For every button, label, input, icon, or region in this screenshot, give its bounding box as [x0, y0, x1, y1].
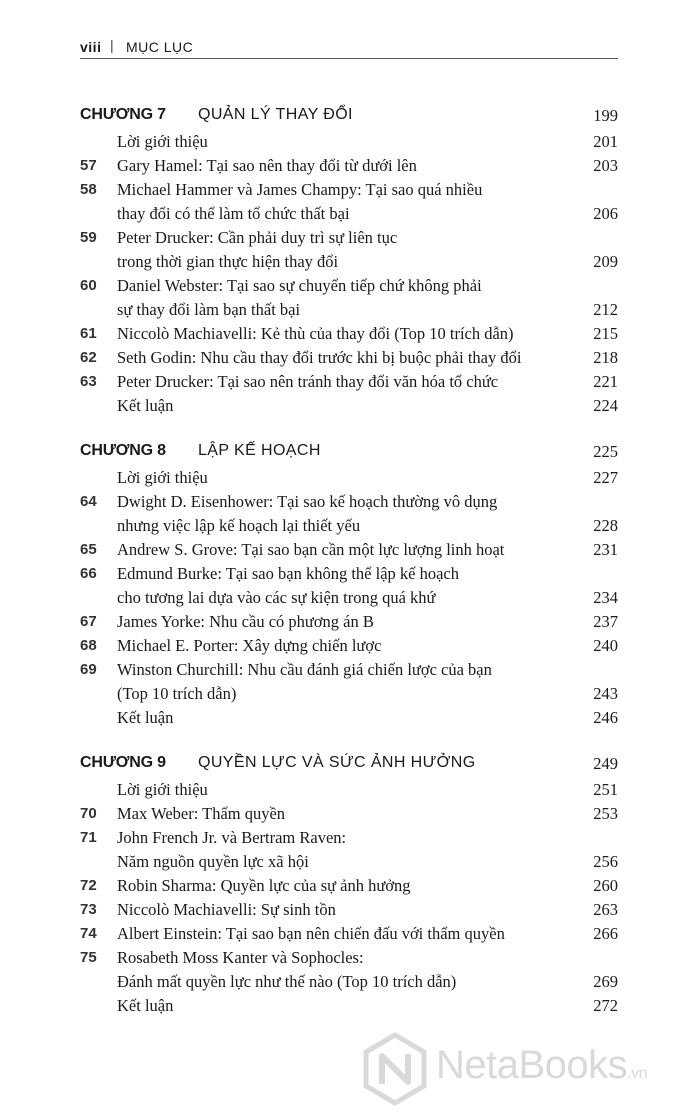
entry-title-line: Dwight D. Eisenhower: Tại sao kế hoạch thường vô dụng — [117, 492, 498, 511]
entry-page: 266 — [593, 924, 618, 943]
entry-number: 67 — [80, 613, 97, 630]
entry-page: 256 — [593, 852, 618, 871]
running-header — [80, 36, 618, 59]
entry-number: 74 — [80, 925, 97, 942]
entry-page: 253 — [593, 804, 618, 823]
toc-entry[interactable] — [80, 874, 618, 898]
toc-entry[interactable] — [80, 322, 618, 346]
entry-page: 228 — [593, 516, 618, 535]
entry-number: 71 — [80, 829, 97, 846]
entry-title-line: Lời giới thiệu — [117, 780, 208, 799]
entry-title-line: Gary Hamel: Tại sao nên thay đổi từ dưới lên — [117, 156, 417, 175]
chapter-title: QUYỀN LỰC VÀ SỨC ẢNH HƯỞNG — [198, 754, 476, 771]
toc-entry[interactable] — [80, 370, 618, 394]
entry-title-line: Edmund Burke: Tại sao bạn không thể lập kế hoạch — [117, 564, 459, 583]
entry-page: 251 — [593, 780, 618, 799]
entry-page: 234 — [593, 588, 618, 607]
entry-title-line: Năm nguồn quyền lực xã hội — [117, 852, 309, 871]
entry-title-line: Đánh mất quyền lực như thế nào (Top 10 trích dẫn) — [117, 972, 457, 991]
entry-number: 72 — [80, 877, 97, 894]
chapter-label: CHƯƠNG 7 — [80, 106, 166, 123]
entry-title-line: thay đổi có thể làm tổ chức thất bại — [117, 204, 350, 223]
toc-entry[interactable] — [80, 466, 618, 490]
entry-title-line: Lời giới thiệu — [117, 468, 208, 487]
toc-entry[interactable] — [80, 778, 618, 802]
toc-entry[interactable] — [80, 130, 618, 154]
entry-title-line: Kết luận — [117, 708, 174, 727]
entry-page: 212 — [593, 300, 618, 319]
entry-title-line: Andrew S. Grove: Tại sao bạn cần một lực lượng linh hoạt — [117, 540, 505, 559]
entry-title-line: Rosabeth Moss Kanter và Sophocles: — [117, 948, 364, 967]
toc-entry[interactable] — [80, 178, 618, 226]
toc-entry[interactable] — [80, 994, 618, 1018]
entry-title-line: Albert Einstein: Tại sao bạn nên chiến đấu với thẩm quyền — [117, 924, 505, 943]
toc-entry[interactable] — [80, 490, 618, 538]
toc-entry[interactable] — [80, 274, 618, 322]
entry-title-line: Peter Drucker: Tại sao nên tránh thay đổi văn hóa tổ chức — [117, 372, 499, 391]
entry-page: 260 — [593, 876, 618, 895]
toc-entry[interactable] — [80, 394, 618, 418]
entry-number: 59 — [80, 229, 97, 246]
chapter-number: 8 — [157, 442, 166, 459]
entry-title-line: Lời giới thiệu — [117, 132, 208, 151]
chapter-title: LẬP KẾ HOẠCH — [198, 442, 321, 459]
chapter-section — [80, 100, 618, 418]
entry-page: 263 — [593, 900, 618, 919]
toc-entry[interactable] — [80, 538, 618, 562]
entry-title-line: Seth Godin: Nhu cầu thay đổi trước khi bị buộc phải thay đổi — [117, 348, 522, 367]
entry-page: 246 — [593, 708, 618, 727]
entry-number: 65 — [80, 541, 97, 558]
entry-page: 269 — [593, 972, 618, 991]
folio-page-number: viii — [80, 39, 102, 55]
entry-page: 206 — [593, 204, 618, 223]
entry-page: 221 — [593, 372, 618, 391]
entry-page: 209 — [593, 252, 618, 271]
entry-number: 60 — [80, 277, 97, 294]
chapter-label: CHƯƠNG 9 — [80, 754, 166, 771]
chapter-section — [80, 748, 618, 1018]
chapter-heading — [80, 100, 618, 130]
table-of-contents — [80, 100, 618, 1036]
watermark — [362, 1029, 692, 1109]
chapter-page: 225 — [593, 442, 618, 461]
chapter-section — [80, 436, 618, 730]
toc-entry[interactable] — [80, 898, 618, 922]
entry-number: 69 — [80, 661, 97, 678]
entry-title-line: Niccolò Machiavelli: Kẻ thù của thay đổi (Top 10 trích dẫn) — [117, 324, 514, 343]
entry-title-line: Kết luận — [117, 996, 174, 1015]
toc-entry[interactable] — [80, 154, 618, 178]
running-title: MỤC LỤC — [126, 39, 194, 55]
toc-entry[interactable] — [80, 802, 618, 826]
entry-title-line: John French Jr. và Bertram Raven: — [117, 828, 347, 847]
entry-title-line: nhưng việc lập kế hoạch lại thiết yếu — [117, 516, 361, 535]
watermark-text: NetaBooks.vn — [436, 1043, 648, 1087]
entry-number: 73 — [80, 901, 97, 918]
entry-number: 68 — [80, 637, 97, 654]
entry-page: 201 — [593, 132, 618, 151]
toc-entry[interactable] — [80, 346, 618, 370]
entry-page: 227 — [593, 468, 618, 487]
entry-number: 66 — [80, 565, 97, 582]
entry-page: 231 — [593, 540, 618, 559]
entry-title-line: Michael E. Porter: Xây dựng chiến lược — [117, 636, 382, 655]
entry-title-line: sự thay đổi làm bạn thất bại — [117, 300, 301, 319]
entry-number: 57 — [80, 157, 97, 174]
toc-entry[interactable] — [80, 922, 618, 946]
toc-entry[interactable] — [80, 634, 618, 658]
entry-title-line: (Top 10 trích dẫn) — [117, 684, 237, 703]
entry-title-line: Niccolò Machiavelli: Sự sinh tồn — [117, 900, 336, 919]
chapter-heading — [80, 436, 618, 466]
entry-number: 75 — [80, 949, 97, 966]
header-separator: | — [110, 37, 115, 53]
chapter-page: 199 — [593, 106, 618, 125]
toc-entry[interactable] — [80, 610, 618, 634]
entry-number: 62 — [80, 349, 97, 366]
entry-title-line: cho tương lai dựa vào các sự kiện trong quá khứ — [117, 588, 436, 607]
entry-number: 61 — [80, 325, 97, 342]
entry-number: 64 — [80, 493, 97, 510]
entry-title-line: James Yorke: Nhu cầu có phương án B — [117, 612, 374, 631]
chapter-title: QUẢN LÝ THAY ĐỔI — [198, 106, 353, 123]
entry-title-line: trong thời gian thực hiện thay đổi — [117, 252, 339, 271]
entry-page: 203 — [593, 156, 618, 175]
toc-entry[interactable] — [80, 706, 618, 730]
chapter-label: CHƯƠNG 8 — [80, 442, 166, 459]
chapter-heading — [80, 748, 618, 778]
chapter-number: 7 — [157, 106, 166, 123]
entry-page: 224 — [593, 396, 618, 415]
toc-entry[interactable] — [80, 562, 618, 610]
netabooks-logo-icon — [362, 1032, 428, 1106]
entry-page: 240 — [593, 636, 618, 655]
entry-page: 272 — [593, 996, 618, 1015]
entry-number: 58 — [80, 181, 97, 198]
chapter-page: 249 — [593, 754, 618, 773]
entry-page: 237 — [593, 612, 618, 631]
toc-entry[interactable] — [80, 658, 618, 706]
entry-title-line: Winston Churchill: Nhu cầu đánh giá chiến lược của bạn — [117, 660, 492, 679]
entry-title-line: Robin Sharma: Quyền lực của sự ảnh hưởng — [117, 876, 411, 895]
entry-number: 70 — [80, 805, 97, 822]
entry-title-line: Peter Drucker: Cần phải duy trì sự liên tục — [117, 228, 398, 247]
entry-page: 218 — [593, 348, 618, 367]
entry-title-line: Max Weber: Thẩm quyền — [117, 804, 286, 823]
entry-page: 243 — [593, 684, 618, 703]
chapter-number: 9 — [157, 754, 166, 771]
entry-page: 215 — [593, 324, 618, 343]
entry-title-line: Michael Hammer và James Champy: Tại sao quá nhiều — [117, 180, 483, 199]
toc-entry[interactable] — [80, 226, 618, 274]
entry-title-line: Daniel Webster: Tại sao sự chuyển tiếp chứ không phải — [117, 276, 482, 295]
toc-entry[interactable] — [80, 946, 618, 994]
entry-title-line: Kết luận — [117, 396, 174, 415]
entry-number: 63 — [80, 373, 97, 390]
toc-entry[interactable] — [80, 826, 618, 874]
